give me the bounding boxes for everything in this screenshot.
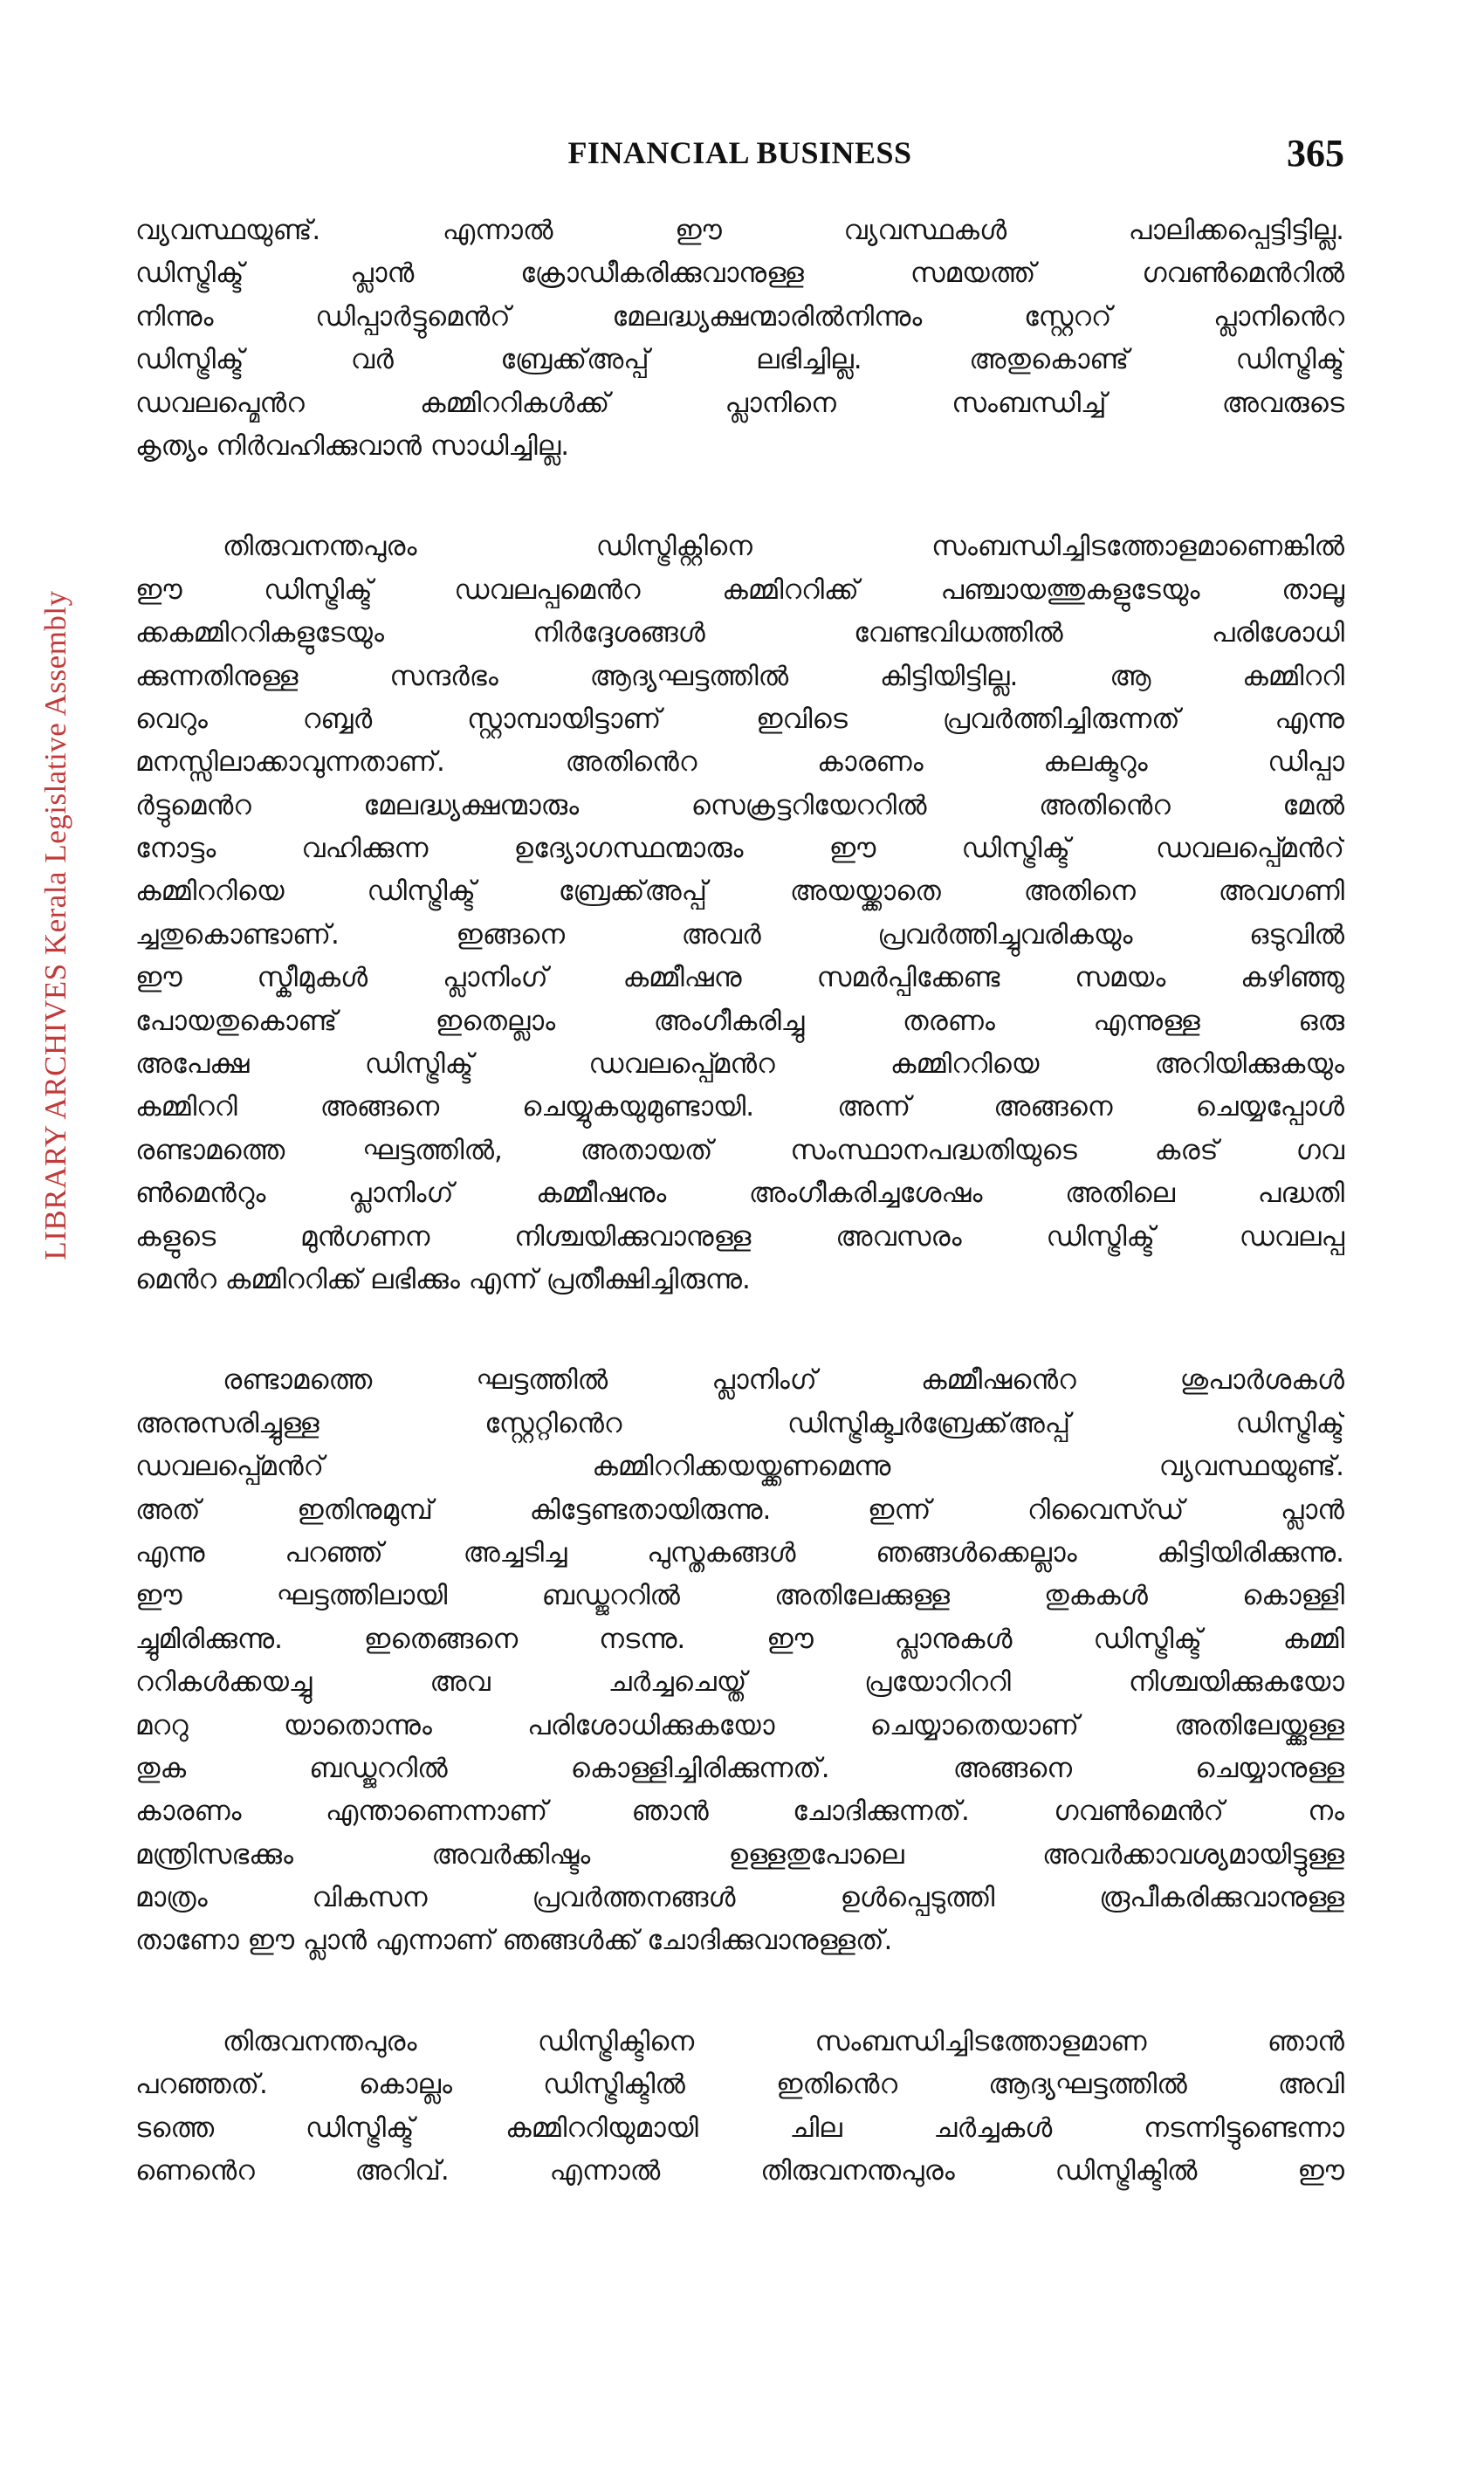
text-line: ർട്ടുമെൻറ മേലദ്ധ്യക്ഷന്മാരും സെക്രട്ടറിയേററിൽ അതിൻെറ മേൽ: [135, 789, 1344, 821]
text-line: ൺമെൻറും പ്ലാനിംഗ് കമ്മീഷനും അംഗീകരിച്ചശേഷം അതിലെ പദ്ധതി: [135, 1178, 1344, 1210]
text-line: എന്നു പറഞ്ഞ് അച്ചടിച്ച പുസ്തകങ്ങൾ ഞങ്ങൾക്കെല്ലാം കിട്ടിയിരിക്കുന്നു.: [135, 1536, 1344, 1569]
text-line: ഡിസ്ട്രിക്ട് പ്ലാൻ ക്രോഡീകരിക്കുവാനുള്ള സമയത്ത് ഗവൺമെൻറിൽ: [135, 258, 1344, 290]
text-line: ടത്തെ ഡിസ്ട്രിക്ട് കമ്മിററിയുമായി ചില ചർച്ചകൾ നടന്നിട്ടുണ്ടെന്നാ: [135, 2112, 1344, 2144]
text-line: രണ്ടാമത്തെ ഘട്ടത്തിൽ, അതായത് സംസ്ഥാനപദ്ധതിയുടെ കരട് ഗവ: [135, 1134, 1344, 1166]
body-text: [135, 209, 1344, 2193]
paragraph-4: [135, 2021, 1344, 2194]
text-line: ച്ചുമിരിക്കുന്നു. ഇതെങ്ങനെ നടന്നു. ഈ പ്ലാനുകൾ ഡിസ്ട്രിക്ട് കമ്മി: [135, 1623, 1344, 1655]
text-line: മന്ത്രിസഭക്കും അവർക്കിഷ്ടം ഉള്ളതുപോലെ അവർക്കാവശ്യമായിട്ടുള്ള: [135, 1838, 1344, 1871]
text-line: ക്കുന്നതിനുള്ള സന്ദർഭം ആദ്യഘട്ടത്തിൽ കിട്ടിയിട്ടില്ല. ആ കമ്മിററി: [135, 660, 1344, 692]
page-header: [135, 131, 1344, 183]
text-line: അപേക്ഷ ഡിസ്ട്രിക്ട് ഡവലപ്പ്മെൻറ കമ്മിററിയെ അറിയിക്കുകയും: [135, 1048, 1344, 1081]
text-line: അത് ഇതിനുമുമ്പ് കിട്ടേണ്ടതായിരുന്നു. ഇന്ന് റിവൈസ്ഡ് പ്ലാൻ: [135, 1494, 1344, 1526]
text-line: ഈ ഘട്ടത്തിലായി ബഡ്ജററിൽ അതിലേക്കുള്ള തുകകൾ കൊള്ളി: [135, 1580, 1344, 1612]
paragraph-3: [135, 1359, 1344, 1962]
page-number: 365: [1287, 132, 1344, 175]
text-line: കൃത്യം നിർവഹിക്കുവാൻ സാധിച്ചില്ല.: [135, 429, 570, 462]
text-line: ഈ ഡിസ്ട്രിക്ട് ഡവലപ്പമെൻറ കമ്മിററിക്ക് പഞ്ചായത്തുകളുടേയും താലൂ: [135, 573, 1344, 606]
text-line: ഡവലപ്പ്മെൻറ് കമ്മിററിക്കയയ്ക്കണമെന്നു വ്യവസ്ഥയുണ്ട്.: [135, 1451, 1344, 1483]
text-line: ണെൻെറ അറിവ്. എന്നാൽ തിരുവനന്തപുരം ഡിസ്ട്രിക്ടിൽ ഈ: [135, 2155, 1344, 2187]
archive-stamp-text: LIBRARY ARCHIVES Kerala Legislative Assembly: [38, 590, 72, 1260]
text-line: ഡവലപ്മെൻറ കമ്മിററികൾക്ക് പ്ലാനിനെ സംബന്ധിച്ച് അവരുടെ: [135, 387, 1344, 419]
text-line: നിന്നും ഡിപ്പാർട്ടുമെൻറ് മേലദ്ധ്യക്ഷന്മാരിൽനിന്നും സ്റ്റേററ് പ്ലാനിൻെറ: [135, 300, 1344, 333]
text-line: പറഞ്ഞത്. കൊല്ലം ഡിസ്ട്രിക്ടിൽ ഇതിൻെറ ആദ്യഘട്ടത്തിൽ അവി: [135, 2069, 1344, 2101]
text-line: തുക ബഡ്ജററിൽ കൊള്ളിച്ചിരിക്കുന്നത്. അങ്ങനെ ചെയ്യാനുള്ള: [135, 1752, 1344, 1784]
text-line: വ്യവസ്ഥയുണ്ട്. എന്നാൽ ഈ വ്യവസ്ഥകൾ പാലിക്കപ്പെട്ടിട്ടില്ല.: [135, 215, 1344, 246]
text-line: താണോ ഈ പ്ലാൻ എന്നാണ് ഞങ്ങൾക്ക് ചോദിക്കുവാനുള്ളത്.: [135, 1925, 893, 1957]
text-line: കമ്മിററിയെ ഡിസ്ട്രിക്ട് ബ്രേക്ക്അപ്പ് അയയ്ക്കാതെ അതിനെ അവഗണി: [135, 876, 1344, 908]
text-line: ക്കകമ്മിററികളുടേയും നിർദ്ദേശങ്ങൾ വേണ്ടവിധത്തിൽ പരിശോധി: [135, 617, 1344, 649]
text-line: മെൻറ കമ്മിററിക്ക് ലഭിക്കും എന്ന് പ്രതീക്ഷിച്ചിരുന്നു.: [135, 1263, 751, 1295]
paragraph-1: [135, 209, 1344, 468]
text-line: മനസ്സിലാക്കാവുന്നതാണ്. അതിൻെറ കാരണം കലക്ടറും ഡിപ്പാ: [135, 746, 1344, 779]
text-line: ഈ സ്കീമുകൾ പ്ലാനിംഗ് കമ്മീഷനു സമർപ്പിക്കേണ്ട സമയം കഴിഞ്ഞു: [135, 962, 1344, 994]
text-line: മാത്രം വികസന പ്രവർത്തനങ്ങൾ ഉൾപ്പെടുത്തി രൂപീകരിക്കുവാനുള്ള: [135, 1882, 1344, 1914]
text-line: വെറും റബ്ബർ സ്റ്റാമ്പായിട്ടാണ് ഇവിടെ പ്രവർത്തിച്ചിരുന്നത് എന്നു: [135, 703, 1344, 735]
text-line: മററു യാതൊന്നും പരിശോധിക്കുകയോ ചെയ്യാതെയാണ് അതിലേയ്ക്കുള്ള: [135, 1709, 1344, 1741]
text-line: അനുസരിച്ചുള്ള സ്റ്റേറ്റിൻെറ ഡിസ്ട്രിക്ട്വർബ്രേക്ക്അപ്പ് ഡിസ്ട്രിക്ട്: [135, 1407, 1344, 1439]
text-line: രണ്ടാമത്തെ ഘട്ടത്തിൽ പ്ലാനിംഗ് കമ്മീഷൻെറ ശുപാർശകൾ: [223, 1364, 1344, 1397]
text-line: ച്ചതുകൊണ്ടാണ്. ഇങ്ങനെ അവർ പ്രവർത്തിച്ചുവരികയും ഒടുവിൽ: [135, 918, 1344, 951]
text-line: കളുടെ മുൻഗണന നിശ്ചയിക്കുവാനുള്ള അവസരം ഡിസ്ട്രിക്ട് ഡവലപ്പ: [135, 1220, 1344, 1253]
text-line: തിരുവനന്തപുരം ഡിസ്ട്രിക്ടിനെ സംബന്ധിച്ചിടത്തോളമാണ ഞാൻ: [223, 2025, 1344, 2057]
text-line: ററികൾക്കയച്ചു അവ ചർച്ചചെയ്ത് പ്രയോറിററി നിശ്ചയിക്കുകയോ: [135, 1666, 1344, 1699]
text-line: കമ്മിററി അങ്ങനെ ചെയ്യുകയുമുണ്ടായി. അന്ന് അങ്ങനെ ചെയ്യപ്പോൾ: [135, 1091, 1344, 1123]
running-title: FINANCIAL BUSINESS: [567, 135, 912, 170]
text-line: പോയതുകൊണ്ട് ഇതെല്ലാം അംഗീകരിച്ചു തരണം എന്നുള്ള ഒരു: [135, 1005, 1344, 1037]
text-line: നോട്ടം വഹിക്കുന്ന ഉദ്യോഗസ്ഥന്മാരും ഈ ഡിസ്ട്രിക്ട് ഡവലപ്പ്മെൻറ്: [135, 833, 1344, 865]
text-line: കാരണം എന്താണെന്നാണ് ഞാൻ ചോദിക്കുന്നത്. ഗവൺമെൻറ് നം: [135, 1796, 1344, 1828]
paragraph-2: [135, 525, 1344, 1301]
text-line: ഡിസ്ട്രിക്ട് വർ ബ്രേക്ക്അപ്പ് ലഭിച്ചില്ല. അതുകൊണ്ട് ഡിസ്ട്രിക്ട്: [135, 344, 1344, 376]
text-line: തിരുവനന്തപുരം ഡിസ്ട്രിക്റ്റിനെ സംബന്ധിച്ചിടത്തോളമാണെങ്കിൽ: [223, 531, 1344, 563]
